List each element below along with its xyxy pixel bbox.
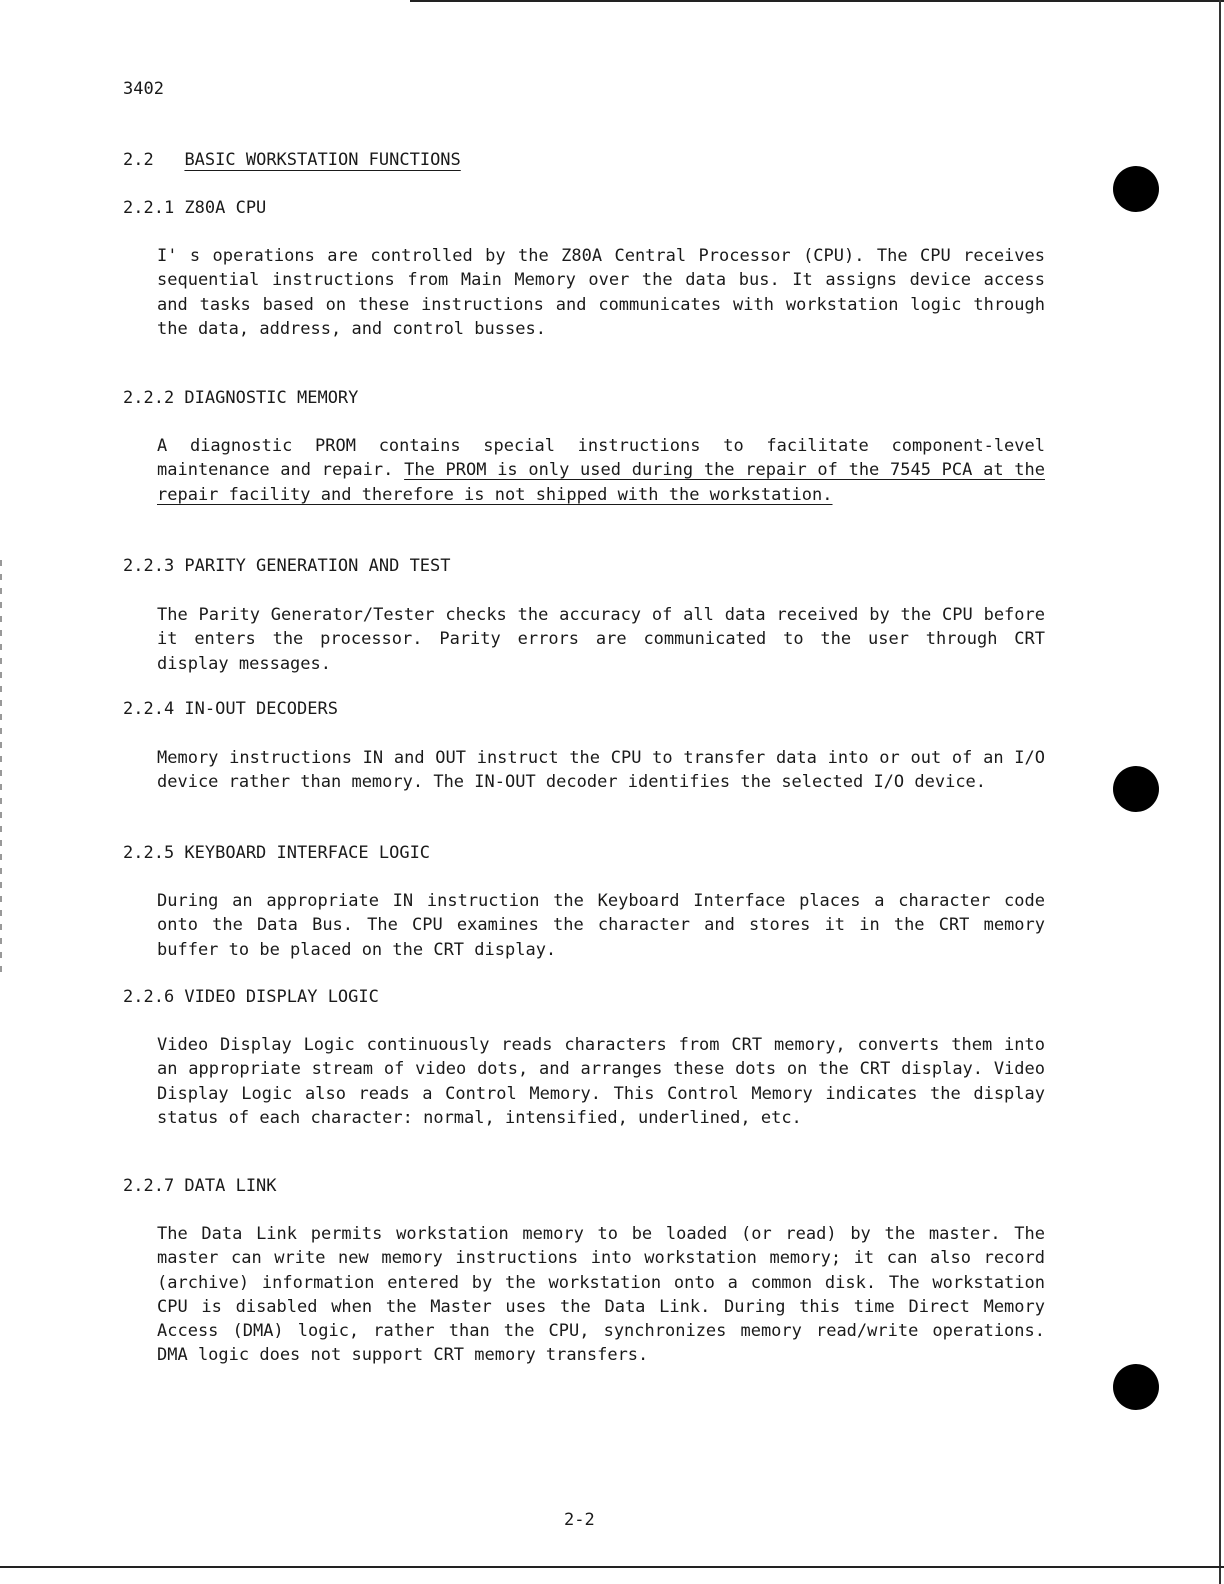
paragraph-keyboard-interface: During an appropriate IN instruction the Keyboard Interface places a character code onto the Data Bus. The CPU examines the character and stores it in the CRT memory buffer to be placed on the CRT display.	[157, 891, 1045, 960]
subsection-heading-data-link: 2.2.7 DATA LINK	[123, 1176, 277, 1196]
paragraph-parity: The Parity Generator/Tester checks the accuracy of all data received by the CPU before it enters the processor. Parity errors are communicated to the user through CRT display messages.	[157, 605, 1045, 674]
subsection-heading-keyboard-interface: 2.2.5 KEYBOARD INTERFACE LOGIC	[123, 843, 431, 863]
section-heading	[123, 150, 461, 170]
punch-hole-top	[1113, 166, 1159, 212]
subsection-heading-in-out-decoders: 2.2.4 IN-OUT DECODERS	[123, 699, 338, 719]
paragraph-cpu: I' s operations are controlled by the Z80A Central Processor (CPU). The CPU receives sequential instructions from Main Memory over the data bus. It assigns device access and tasks based on these instructions and communicates with workstation logic through the data, address, and control busses.	[157, 246, 1045, 339]
subsection-heading-parity: 2.2.3 PARITY GENERATION AND TEST	[123, 556, 451, 576]
paragraph-data-link: The Data Link permits workstation memory to be loaded (or read) by the master. The master can write new memory instructions into workstation memory; it can also record (archive) information entered by the workstation onto a common disk. The workstation CPU is disabled when the Master uses the Data Link. During this time Direct Memory Access (DMA) logic, rather than the CPU, synchronizes memory read/write operations. DMA logic does not support CRT memory transfers.	[157, 1224, 1045, 1366]
diagnostic-memory-underlined-note: The PROM is only used during the repair of the 7545 PCA at the repair facility and therefore is not shipped with the workstation.	[157, 460, 1045, 505]
right-edge-rule	[1219, 0, 1221, 1584]
paragraph-in-out-decoders: Memory instructions IN and OUT instruct the CPU to transfer data into or out of an I/O device rather than memory. The IN-OUT decoder identifies the selected I/O device.	[157, 748, 1045, 793]
paragraph-video-display: Video Display Logic continuously reads characters from CRT memory, converts them into an appropriate stream of video dots, and arranges these dots on the CRT display. Video Display Logic also reads a Control Memory. This Control Memory indicates the display status of each character: normal, intensified, underlined, etc.	[157, 1035, 1045, 1128]
top-edge-rule	[410, 0, 1224, 2]
document-number: 3402	[123, 79, 164, 99]
diagnostic-memory-text: A diagnostic PROM contains special instructions to facilitate component-level maintenance and repair.	[157, 436, 1045, 481]
subsection-heading-diagnostic-memory: 2.2.2 DIAGNOSTIC MEMORY	[123, 388, 359, 408]
page-number: 2-2	[564, 1510, 595, 1530]
left-edge-marks	[0, 560, 2, 980]
subsection-heading-cpu: 2.2.1 Z80A CPU	[123, 198, 267, 218]
section-number: 2.2	[123, 150, 154, 170]
punch-hole-middle	[1113, 766, 1159, 812]
bottom-edge-rule	[0, 1566, 1224, 1568]
subsection-heading-video-display: 2.2.6 VIDEO DISPLAY LOGIC	[123, 987, 379, 1007]
paragraph-diagnostic-memory	[157, 434, 1045, 507]
section-title: BASIC WORKSTATION FUNCTIONS	[184, 150, 461, 170]
punch-hole-bottom	[1113, 1364, 1159, 1410]
